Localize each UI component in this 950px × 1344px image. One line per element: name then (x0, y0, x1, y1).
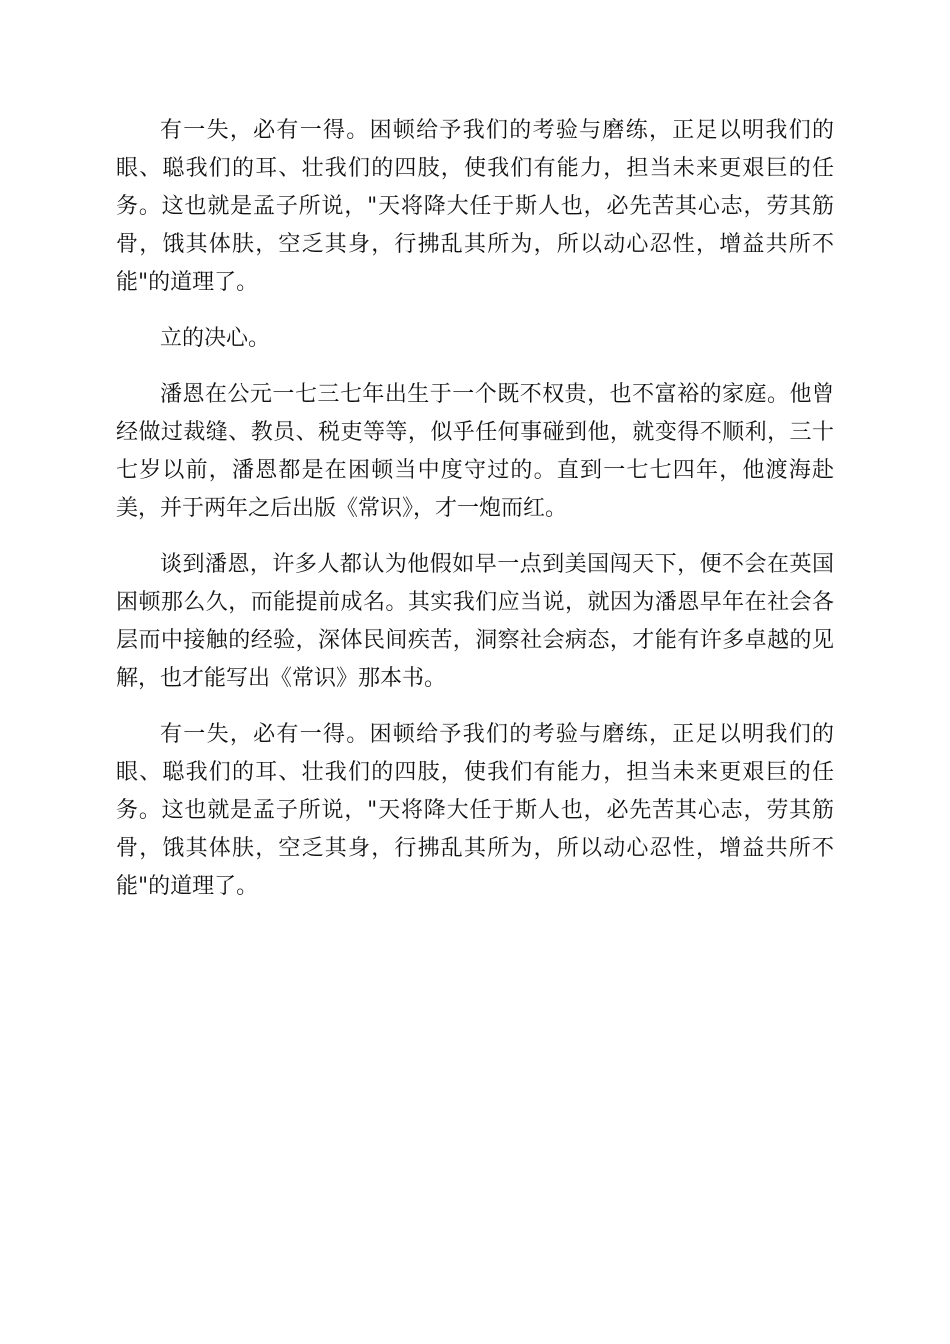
document-body (116, 112, 834, 924)
paragraph-2: 立的决心。 (160, 326, 271, 351)
paragraph-5: 有一失，必有一得。困顿给予我们的考验与磨练，正足以明我们的眼、聪我们的耳、壮我们的四肢，使我们有能力，担当未来更艰巨的任务。这也就是孟子所说，"天将降大任于斯人也，必先苦其心志，劳其筋骨，饿其体肤，空乏其身，行拂乱其所为，所以动心忍性，增益共所不能"的道理了。 (116, 722, 834, 899)
paragraph-3: 潘恩在公元一七三七年出生于一个既不权贵，也不富裕的家庭。他曾经做过裁缝、教员、税吏等等，似乎任何事碰到他，就变得不顺利，三十七岁以前，潘恩都是在困顿当中度守过的。直到一七七四年，他渡海赴美，并于两年之后出版《常识》，才一炮而红。 (116, 382, 834, 521)
paragraph-1: 有一失，必有一得。困顿给予我们的考验与磨练，正足以明我们的眼、聪我们的耳、壮我们的四肢，使我们有能力，担当未来更艰巨的任务。这也就是孟子所说，"天将降大任于斯人也，必先苦其心志，劳其筋骨，饿其体肤，空乏其身，行拂乱其所为，所以动心忍性，增益共所不能"的道理了。 (116, 118, 834, 295)
paragraph-4: 谈到潘恩，许多人都认为他假如早一点到美国闯天下，便不会在英国困顿那么久，而能提前成名。其实我们应当说，就因为潘恩早年在社会各层而中接触的经验，深体民间疾苦，洞察社会病态，才能有许多卓越的见解，也才能写出《常识》那本书。 (116, 552, 834, 691)
